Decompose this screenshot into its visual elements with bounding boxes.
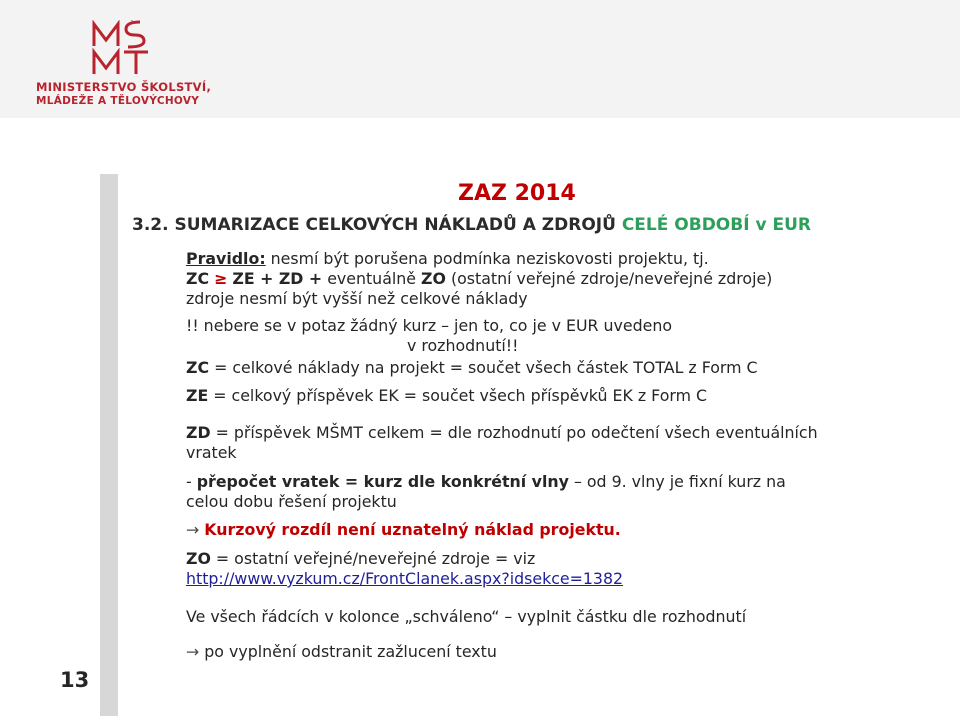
arrow-right-icon: → (186, 642, 200, 661)
zc-line (186, 357, 758, 378)
rule-line (186, 248, 709, 269)
zo-line (186, 548, 535, 569)
logo-line-ministry: MINISTERSTVO ŠKOLSTVÍ, (36, 80, 212, 94)
logo-line-youth: MLÁDEŽE A TĚLOVÝCHOVY (36, 95, 200, 107)
rule-text: nesmí být porušena podmínka neziskovosti projektu, tj. (265, 249, 709, 268)
vertical-bar (100, 174, 118, 716)
rule-label: Pravidlo: (186, 249, 266, 268)
recalc-bold: přepočet vratek = kurz dle konkrétní vlny (196, 472, 569, 491)
ze-line (186, 385, 707, 406)
zo-text: = ostatní veřejné/neveřejné zdroje = viz (210, 549, 536, 568)
rule-rest: eventuálně (322, 269, 422, 288)
msmt-logo (32, 14, 212, 110)
zo-label: ZO (186, 549, 211, 568)
final-text: po vyplnění odstranit zažlucení textu (204, 642, 497, 661)
zo-link-line (186, 568, 623, 589)
rule-paren: (ostatní veřejné zdroje/neveřejné zdroje) (445, 269, 773, 288)
rule-zo: ZO (421, 269, 446, 288)
zc-text: = celkové náklady na projekt = součet všech částek TOTAL z Form C (209, 358, 758, 377)
zc-label: ZC (186, 358, 210, 377)
page-number: 13 (60, 668, 90, 692)
rule-zezd: ZE + ZD + (232, 269, 323, 288)
subtitle-highlight: CELÉ OBDOBÍ v EUR (621, 215, 811, 235)
note-line1: !! nebere se v potaz žádný kurz – jen to, co je v EUR uvedeno (186, 316, 673, 335)
recalc-dash: - (186, 472, 197, 491)
zd-line2: vratek (186, 443, 237, 462)
rule-zc: ZC (186, 269, 210, 288)
note-line2: v rozhodnutí!! (407, 336, 519, 355)
msmt-logo-mark-icon (90, 20, 156, 76)
rule-op: ≥ (214, 269, 228, 288)
ze-label: ZE (186, 386, 209, 405)
rows-line: Ve všech řádcích v kolonce „schváleno“ – vyplnit částku dle rozhodnutí (186, 607, 747, 626)
zd-line (186, 422, 818, 443)
rule-formula-line (186, 268, 772, 289)
kurz-text: Kurzový rozdíl není uznatelný náklad projektu. (204, 520, 621, 539)
kurz-line (186, 519, 621, 540)
final-line (186, 641, 497, 662)
zd-label: ZD (186, 423, 211, 442)
zo-link[interactable]: http://www.vyzkum.cz/FrontClanek.aspx?idsekce=1382 (186, 569, 624, 588)
recalc-line2: celou dobu řešení projektu (186, 492, 397, 511)
recalc-line (186, 471, 786, 492)
zd-text: = příspěvek MŠMT celkem = dle rozhodnutí po odečtení všech eventuálních (210, 423, 818, 442)
page-title: ZAZ 2014 (458, 181, 576, 206)
section-subtitle (132, 215, 811, 235)
rule-line3: zdroje nesmí být vyšší než celkové náklady (186, 289, 528, 308)
ze-text: = celkový příspěvek EK = součet všech příspěvků EK z Form C (208, 386, 708, 405)
recalc-rest: – od 9. vlny je fixní kurz na (568, 472, 786, 491)
arrow-right-icon: → (186, 520, 200, 539)
subtitle-prefix: 3.2. SUMARIZACE CELKOVÝCH NÁKLADŮ A ZDROJŮ (132, 215, 616, 235)
